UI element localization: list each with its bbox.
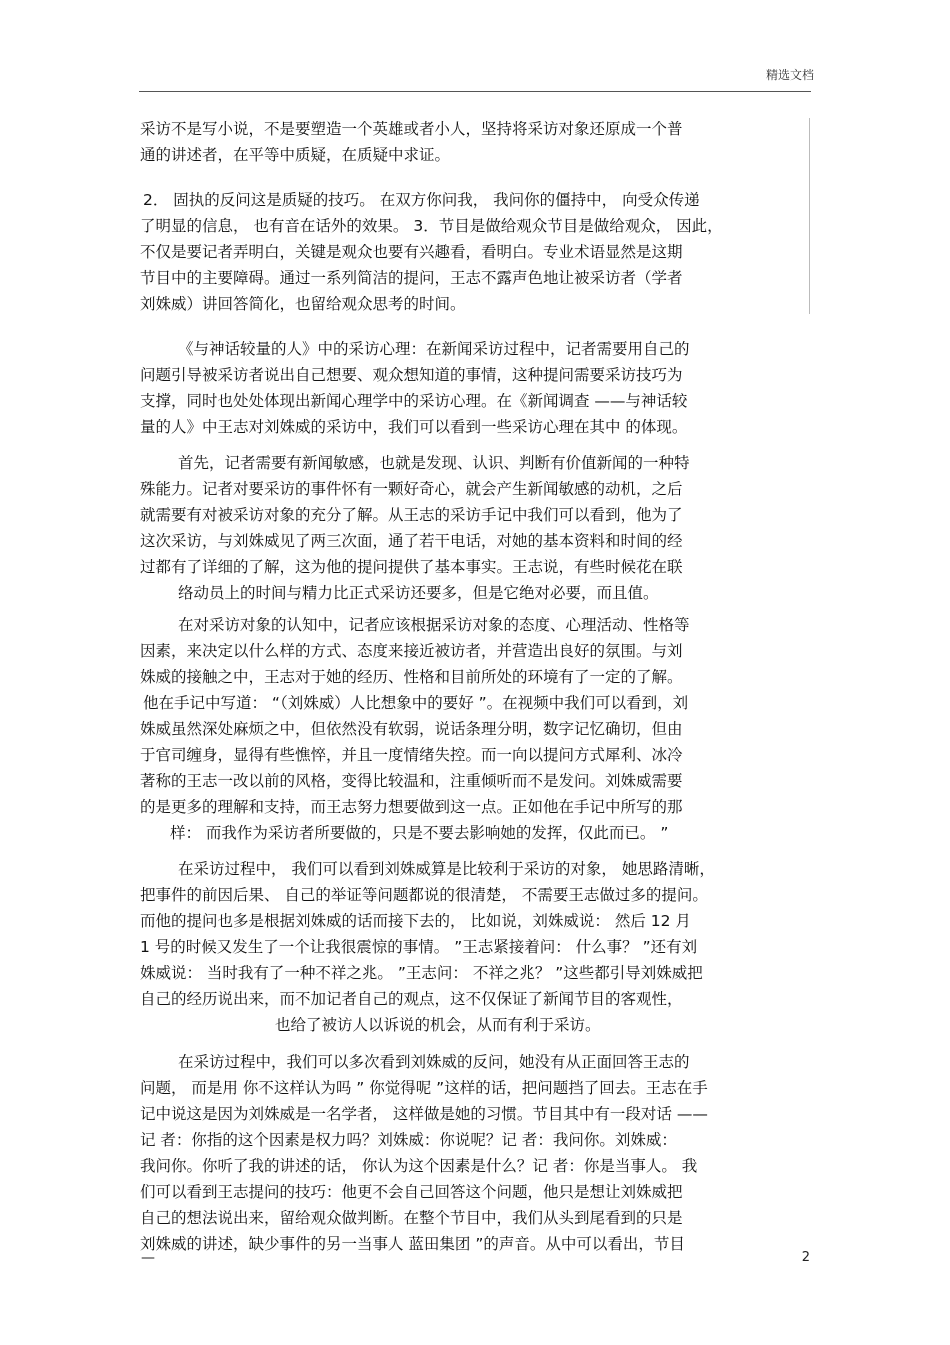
text-line: 过都有了详细的了解，这为他的提问提供了基本事实。王志说，有些时候花在联 — [140, 558, 683, 576]
text-line: 记 者：你指的这个因素是权力吗？刘姝威：你说呢？记 者：我问你。刘姝威： — [140, 1131, 677, 1149]
footer-dash: — — [141, 1250, 155, 1266]
text-line: 问题， 而是用 你不这样认为吗 ” 你觉得呢 ”这样的话，把问题挡了回去。王志在手 — [140, 1079, 708, 1097]
text-line: 因素，来决定以什么样的方式、态度来接近被访者，并营造出良好的氛围。与刘 — [140, 642, 683, 660]
text-line: 他在手记中写道： “（刘姝威）人比想象中的要好 ”。在视频中我们可以看到，刘 — [143, 694, 689, 712]
text-line: 也给了被访人以诉说的机会，从而有利于采访。 — [275, 1016, 601, 1034]
text-line: 于官司缠身，显得有些憔悴，并且一度情绪失控。而一向以提问方式犀利、冰冷 — [140, 746, 683, 764]
text-line: 这次采访，与刘姝威见了两三次面，通了若干电话，对她的基本资料和时间的经 — [140, 532, 683, 550]
text-line: 采访不是写小说，不是要塑造一个英雄或者小人，坚持将采访对象还原成一个普 — [140, 120, 683, 138]
header-label: 精选文档 — [765, 68, 814, 82]
text-line: 不仅是要记者弄明白，关键是观众也要有兴趣看，看明白。专业术语显然是这期 — [140, 243, 683, 261]
text-line: 问题引导被采访者说出自己想要、观众想知道的事情，这种提问需要采访技巧为 — [140, 366, 683, 384]
text-line: 在对采访对象的认知中，记者应该根据采访对象的态度、心理活动、性格等 — [178, 616, 690, 634]
text-line: 在采访过程中， 我们可以看到刘姝威算是比较利于采访的对象， 她思路清晰， — [178, 860, 715, 878]
text-line: 记中说这是因为刘姝威是一名学者， 这样做是她的习惯。节目其中有一段对话 —— — [140, 1105, 708, 1123]
header-rule — [139, 91, 811, 92]
page-number: 2 — [801, 1250, 810, 1265]
text-line: 样： 而我作为采访者所要做的，只是不要去影响她的发挥，仅此而已。 ” — [170, 824, 669, 842]
text-line: 首先，记者需要有新闻敏感，也就是发现、认识、判断有价值新闻的一种特 — [178, 454, 690, 472]
text-line: 刘姝威的讲述，缺少事件的另一当事人 蓝田集团 ”的声音。从中可以看出，节目 — [140, 1235, 685, 1253]
text-line: 1 号的时候又发生了一个让我很震惊的事情。 ”王志紧接着问： 什么事？ ”还有刘 — [140, 938, 698, 956]
text-line: 姝威说： 当时我有了一种不祥之兆。 ”王志问： 不祥之兆？ ”这些都引导刘姝威把 — [140, 964, 703, 982]
text-line: 我问你。你听了我的讲述的话， 你认为这个因素是什么？记 者：你是当事人。 我 — [140, 1157, 698, 1175]
text-line: 自己的经历说出来，而不加记者自己的观点，这不仅保证了新闻节目的客观性， — [140, 990, 683, 1008]
text-line: 通的讲述者，在平等中质疑，在质疑中求证。 — [140, 146, 451, 164]
text-line: 们可以看到王志提问的技巧：他更不会自己回答这个问题，他只是想让刘姝威把 — [140, 1183, 683, 1201]
margin-rule — [809, 118, 810, 314]
text-line: 支撑，同时也处处体现出新闻心理学中的采访心理。在《新闻调查 ——与神话较 — [140, 392, 688, 410]
text-line: 的是更多的理解和支持，而王志努力想要做到这一点。正如他在手记中所写的那 — [140, 798, 683, 816]
text-line: 了明显的信息， 也有音在话外的效果。 3．节目是做给观众节目是做给观众， 因此， — [140, 217, 723, 235]
text-line: 姝威虽然深处麻烦之中，但依然没有软弱，说话条理分明，数字记忆确切，但由 — [140, 720, 683, 738]
text-line: 把事件的前因后果、 自己的举证等问题都说的很清楚， 不需要王志做过多的提问。 — [140, 886, 708, 904]
text-line: 2． 固执的反问这是质疑的技巧。 在双方你问我， 我问你的僵持中， 向受众传递 — [143, 191, 700, 209]
text-line: 在采访过程中，我们可以多次看到刘姝威的反问，她没有从正面回答王志的 — [178, 1053, 690, 1071]
text-line: 《与神话较量的人》中的采访心理：在新闻采访过程中，记者需要用自己的 — [178, 340, 690, 358]
text-line: 自己的想法说出来，留给观众做判断。在整个节目中，我们从头到尾看到的只是 — [140, 1209, 683, 1227]
text-line: 而他的提问也多是根据刘姝威的话而接下去的， 比如说，刘姝威说： 然后 12 月 — [140, 912, 691, 930]
text-line: 络动员上的时间与精力比正式采访还要多，但是它绝对必要，而且值。 — [178, 584, 659, 602]
text-line: 节目中的主要障碍。通过一系列简洁的提问，王志不露声色地让被采访者（学者 — [140, 269, 683, 287]
text-line: 著称的王志一改以前的风格，变得比较温和，注重倾听而不是发问。刘姝威需要 — [140, 772, 683, 790]
text-line: 刘姝威）讲回答简化，也留给观众思考的时间。 — [140, 295, 466, 313]
text-line: 姝威的接触之中，王志对于她的经历、性格和目前所处的环境有了一定的了解。 — [140, 668, 683, 686]
text-line: 就需要有对被采访对象的充分了解。从王志的采访手记中我们可以看到，他为了 — [140, 506, 683, 524]
text-line: 殊能力。记者对要采访的事件怀有一颗好奇心，就会产生新闻敏感的动机，之后 — [140, 480, 683, 498]
text-line: 量的人》中王志对刘姝威的采访中，我们可以看到一些采访心理在其中 的体现。 — [140, 418, 688, 436]
